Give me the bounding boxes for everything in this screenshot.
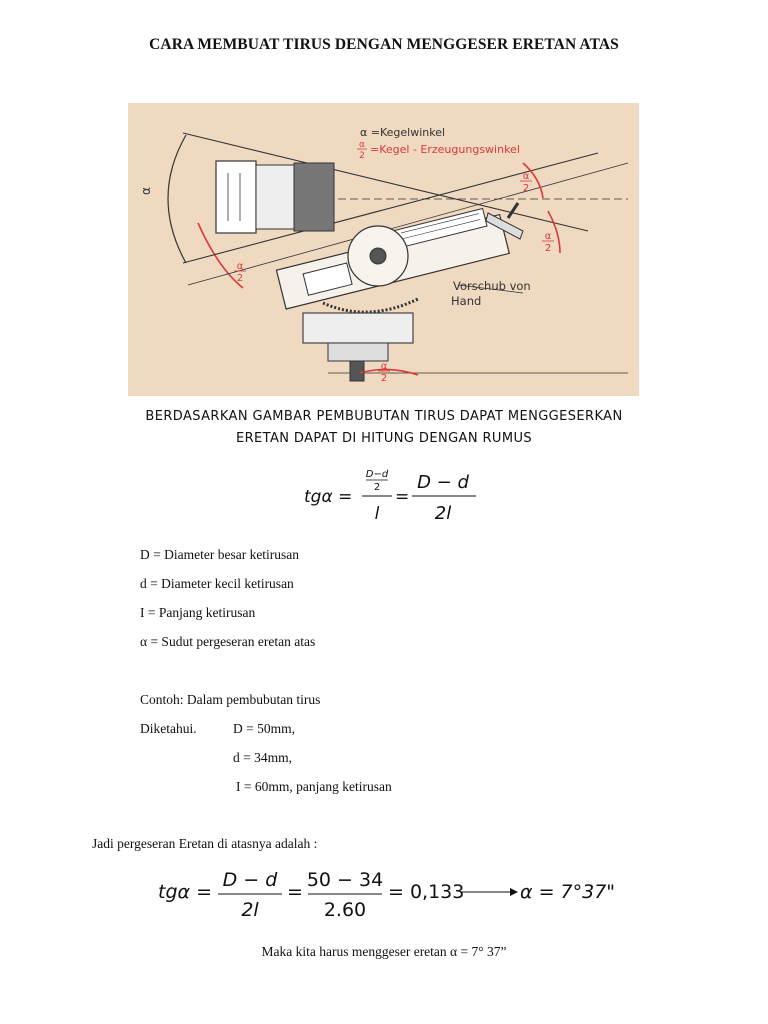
svg-text:α = 7°37": α = 7°37" [520,881,616,903]
alpha-label: α [139,187,153,195]
svg-text:50 − 34: 50 − 34 [306,869,384,891]
svg-text:2: 2 [544,243,552,254]
svg-text:2: 2 [359,151,365,161]
svg-text:2: 2 [373,482,381,493]
svg-text:2.60: 2.60 [323,899,367,920]
workpiece-cone [294,163,334,231]
feed-label-line2: Hand [451,294,482,308]
arrow-head [510,888,518,896]
svg-text:2l: 2l [434,503,452,524]
svg-text:D − d: D − d [417,472,469,493]
legend-half-angle: =Kegel - Erzeugungswinkel [370,143,520,156]
tangent-formula [300,466,490,526]
chuck-jaw [256,165,294,229]
svg-text:tgα =: tgα = [158,881,212,903]
caption-line-2: ERETAN DAPAT DI HITUNG DENGAN RUMUS [235,431,533,446]
known-l: I = 60mm, panjang ketirusan [236,779,392,794]
known-label: Diketahui. [140,721,197,736]
known-d: d = 34mm, [233,750,292,765]
svg-text:tgα =: tgα = [304,487,353,507]
final-statement: Maka kita harus menggeser eretan α = 7° 37” [261,944,507,959]
pivot [370,248,386,264]
known-D: D = 50mm, [233,721,295,736]
cross-slide-base [303,313,413,343]
conclusion-intro: Jadi pergeseran Eretan di atasnya adalah : [92,836,318,851]
svg-text:α: α [522,171,530,182]
caption-line-1: BERDASARKAN GAMBAR PEMBUBUTAN TIRUS DAPAT MENGGESERKAN [145,409,623,424]
calculation-formula [150,866,630,920]
definition-D: D = Diameter besar ketirusan [140,547,300,562]
svg-text:2: 2 [522,183,530,194]
svg-text:2l: 2l [241,899,259,920]
svg-text:=: = [287,881,303,903]
svg-text:α: α [544,231,552,242]
definition-d: d = Diameter kecil ketirusan [140,576,294,591]
lathe-taper-diagram [128,103,639,396]
svg-text:l: l [374,504,380,524]
definition-alpha: α = Sudut pergeseran eretan atas [140,634,316,649]
svg-text:D−d: D−d [365,469,389,480]
svg-text:=: = [395,487,410,507]
svg-text:2: 2 [380,373,388,384]
chuck-body [216,161,256,233]
svg-text:D − d: D − d [222,869,278,891]
definition-l: I = Panjang ketirusan [140,605,256,620]
legend-alpha: α =Kegelwinkel [360,126,446,139]
feed-label-line1: Vorschub von [453,279,531,293]
svg-text:= 0,133: = 0,133 [388,881,465,903]
svg-text:2: 2 [236,273,244,284]
svg-text:α: α [359,140,365,150]
page-title: CARA MEMBUAT TIRUS DENGAN MENGGESER ERETAN ATAS [149,36,619,53]
example-intro: Contoh: Dalam pembubutan tirus [140,692,321,707]
svg-text:α: α [236,261,244,272]
svg-text:α: α [380,361,388,372]
